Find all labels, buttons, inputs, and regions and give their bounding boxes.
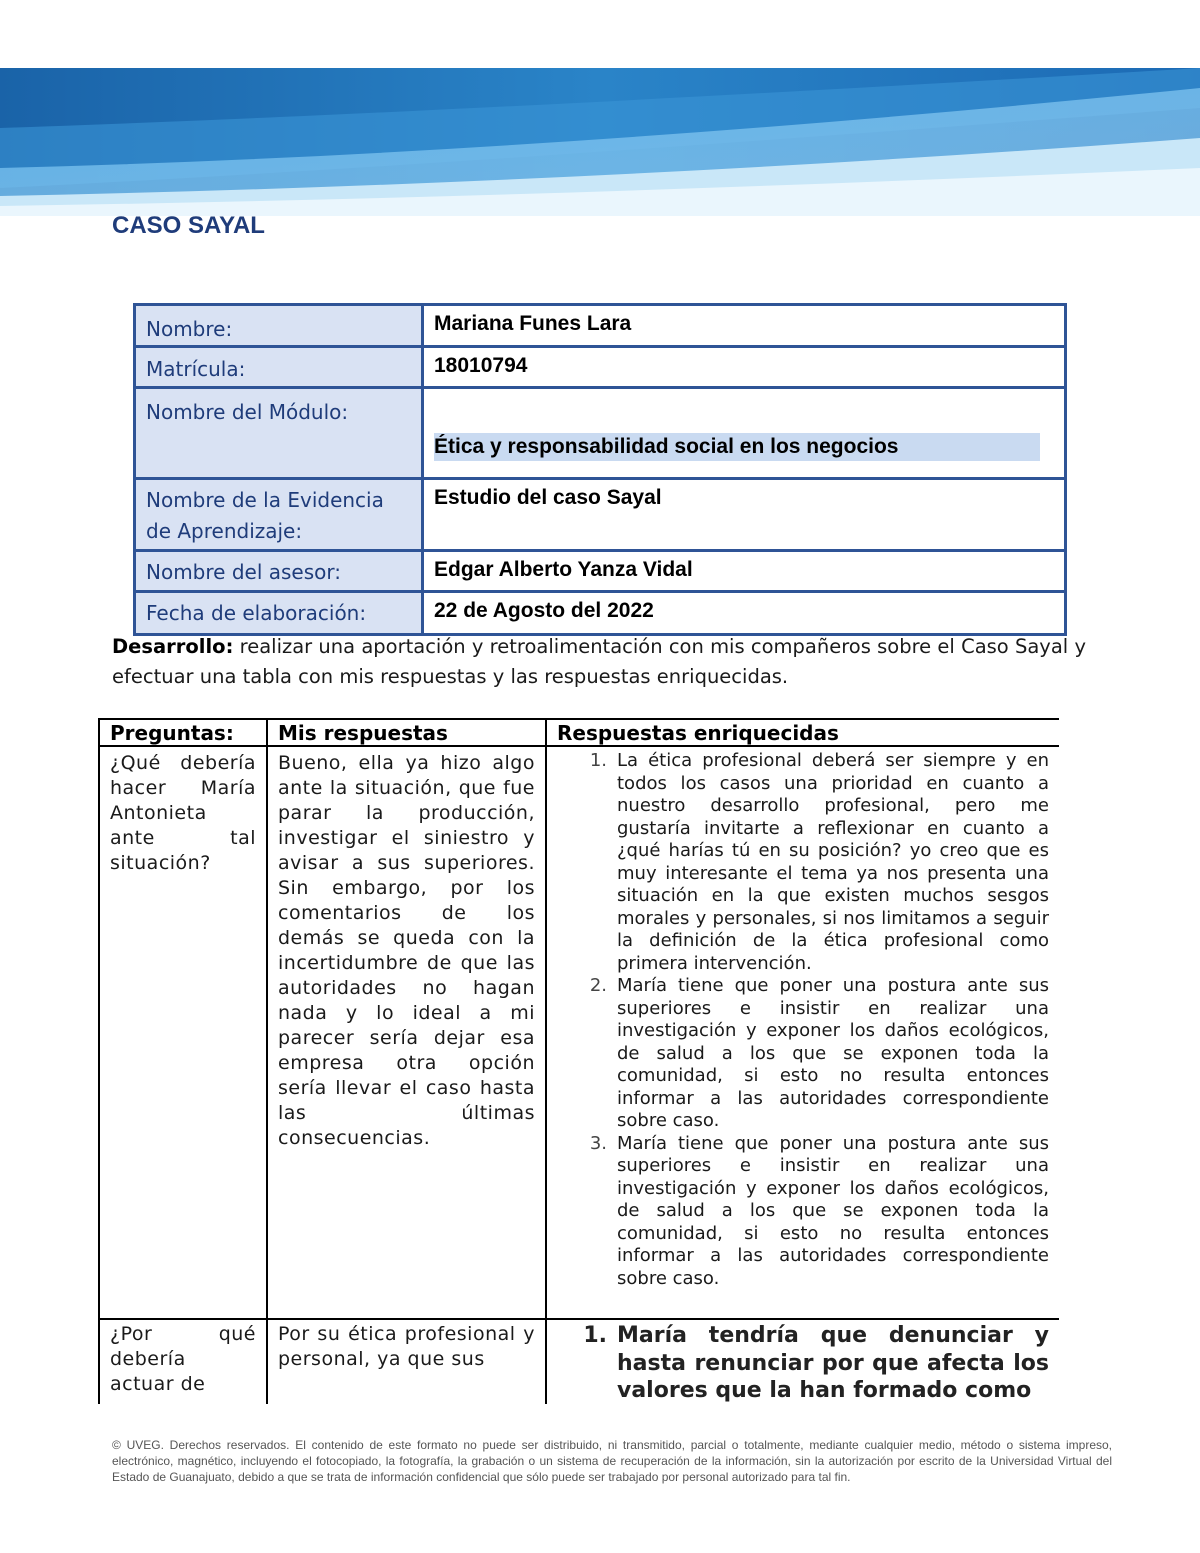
enriched-list: [567, 1322, 1049, 1404]
desarrollo-paragraph: [112, 632, 1086, 692]
table-header-row: [99, 719, 1059, 746]
info-label: Fecha de elaboración:: [136, 593, 424, 633]
info-row-evidencia: [136, 480, 1064, 552]
question-cell: ¿Por qué debería actuar de: [99, 1319, 267, 1404]
table-row: [99, 746, 1059, 1319]
list-item: [567, 1133, 1049, 1291]
info-value-cell: [424, 389, 1064, 477]
info-value: 22 de Agosto del 2022: [434, 599, 654, 622]
info-value: Estudio del caso Sayal: [434, 486, 662, 509]
column-header: Respuestas enriquecidas: [546, 719, 1059, 746]
info-value: Edgar Alberto Yanza Vidal: [434, 558, 693, 581]
info-label: Matrícula:: [136, 348, 424, 386]
answers-table: [98, 718, 1059, 1404]
info-table: [133, 303, 1067, 636]
info-row-asesor: [136, 552, 1064, 593]
document-title: CASO SAYAL: [112, 212, 265, 239]
list-text: María tendría que denunciar y hasta renunciar por que afecta los valores que la han formado como: [617, 1323, 1049, 1403]
enriched-answer-cell: [546, 746, 1059, 1319]
table-row: [99, 1319, 1059, 1404]
info-value: 18010794: [434, 354, 528, 377]
info-label: Nombre del asesor:: [136, 552, 424, 590]
list-text: María tiene que poner una postura ante sus superiores e insistir en realizar una investigación y exponer los daños ecológicos, de salud a los que se exponen toda la comunidad, si esto no resulta entonces informar a las autoridades correspondiente sobre caso.: [617, 1132, 1049, 1289]
info-value: Ética y responsabilidad social en los negocios: [434, 433, 1040, 461]
column-header: Mis respuestas: [267, 719, 546, 746]
my-answer-cell: Por su ética profesional y personal, ya que sus: [267, 1319, 546, 1404]
header-banner: [0, 68, 1200, 216]
desarrollo-label: Desarrollo:: [112, 635, 234, 658]
info-row-fecha: [136, 593, 1064, 633]
info-label: Nombre de la Evidencia de Aprendizaje:: [136, 480, 424, 549]
list-number: 2.: [589, 975, 607, 996]
column-header: Preguntas:: [99, 719, 267, 746]
enriched-list: [567, 750, 1049, 1290]
enriched-answer-cell: [546, 1319, 1059, 1404]
info-label: Nombre:: [136, 306, 424, 345]
list-number: 1.: [583, 1323, 607, 1348]
question-cell: ¿Qué debería hacer María Antonieta ante tal situación?: [99, 746, 267, 1319]
my-answer-cell: Bueno, ella ya hizo algo ante la situación, que fue parar la producción, investigar el siniestro y avisar a sus superiores. Sin embargo, por los comentarios de los demás se queda con la incertidumbre de que las autoridades no hagan nada y lo ideal a mi parecer sería dejar esa empresa otra opción sería llevar el caso hasta las últimas consecuencias.: [267, 746, 546, 1319]
list-item: [567, 1322, 1049, 1404]
list-item: [567, 750, 1049, 975]
info-row-nombre: [136, 306, 1064, 348]
info-row-modulo: [136, 389, 1064, 480]
list-number: 3.: [589, 1132, 607, 1154]
list-item: [567, 975, 1049, 1133]
list-number: 1.: [589, 750, 607, 771]
info-label: Nombre del Módulo:: [136, 389, 424, 477]
copyright-footer: © UVEG. Derechos reservados. El contenido de este formato no puede ser distribuido, ni transmitido, parcial o totalmente, mediante cualquier medio, método o sistema impreso, electrónico, magnético, incluyendo el fotocopiado, la fotografía, la grabación o un sistema de recuperación de la información, sin la autorización por escrito de la Universidad Virtual del Estado de Guanajuato, debido a que se trata de información confidencial que sólo puede ser trabajado por personal autorizado para tal fin.: [112, 1438, 1112, 1484]
info-row-matricula: [136, 348, 1064, 389]
list-text: La ética profesional deberá ser siempre y en todos los casos una prioridad en cuanto a nuestro desarrollo profesional, pero me gustaría invitarte a reflexionar en cuanto a ¿qué harías tú en su posición? yo creo que es muy interesante el tema ya nos presenta una situación en la que existen muchos sesgos morales y personales, si nos limitamos a seguir la definición de la ética profesional como primera intervención.: [617, 750, 1049, 974]
info-value: Mariana Funes Lara: [434, 312, 632, 335]
list-text: María tiene que poner una postura ante sus superiores e insistir en realizar una investigación y exponer los daños ecológicos, de salud a los que se exponen toda la comunidad, si esto no resulta entonces informar a las autoridades correspondiente sobre caso.: [617, 975, 1049, 1131]
desarrollo-text: realizar una aportación y retroalimentación con mis compañeros sobre el Caso Sayal y efectuar una tabla con mis respuestas y las respuestas enriquecidas.: [112, 635, 1086, 688]
